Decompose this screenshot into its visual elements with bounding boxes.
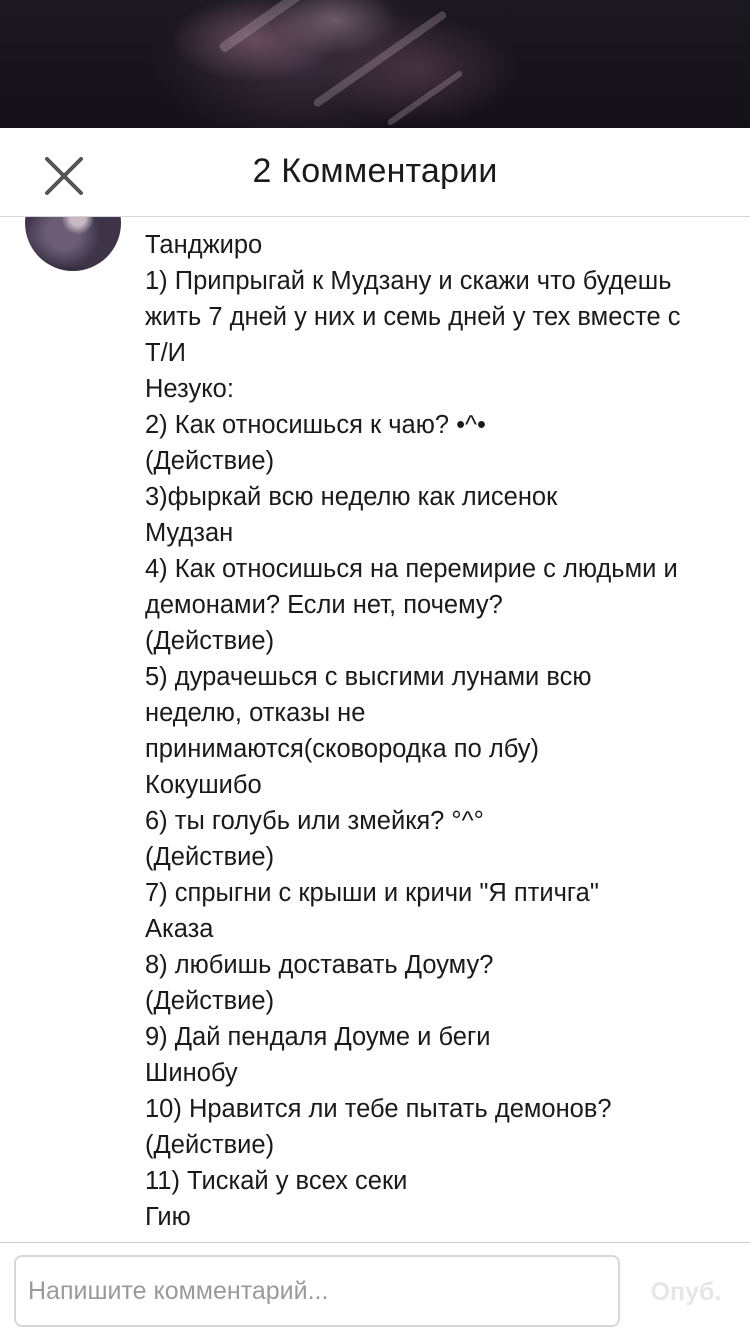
comment-list[interactable] bbox=[0, 217, 750, 1242]
avatar[interactable] bbox=[25, 217, 121, 271]
page-title: 2 Комментарии bbox=[252, 152, 498, 190]
comment-line: (Действие) bbox=[145, 447, 275, 475]
comment-composer bbox=[0, 1242, 750, 1334]
comment-line: Аказа bbox=[145, 915, 214, 943]
comment-line: 6) ты голубь или змейкя? °^° bbox=[145, 807, 484, 835]
comment-line: Кокушибо bbox=[145, 771, 262, 799]
comment-line: жить 7 дней у них и семь дней у тех вместе с bbox=[145, 303, 681, 331]
comment-line: 10) Нравится ли тебе пытать демонов? bbox=[145, 1095, 612, 1123]
comment-line: неделю, отказы не bbox=[145, 699, 366, 727]
comment-line: Гию bbox=[145, 1203, 191, 1231]
comment-body bbox=[145, 227, 735, 1235]
comment-line: Шинобу bbox=[145, 1059, 238, 1087]
comment-line: принимаются(сковородка по лбу) bbox=[145, 735, 540, 763]
comment-line: (Действие) bbox=[145, 987, 275, 1015]
comment-line: демонами? Если нет, почему? bbox=[145, 591, 503, 619]
post-cover-image bbox=[0, 0, 750, 128]
comment-line: Танджиро bbox=[145, 231, 263, 259]
comment-line: (Действие) bbox=[145, 843, 275, 871]
comment-line: (Действие) bbox=[145, 1131, 275, 1159]
comments-sheet bbox=[0, 128, 750, 1334]
comment-line: 1) Припрыгай к Мудзану и скажи что будешь bbox=[145, 267, 672, 295]
comment-line: 4) Как относишься на перемирие с людьми и bbox=[145, 555, 678, 583]
comments-header bbox=[0, 128, 750, 217]
comment-line: Незуко: bbox=[145, 375, 234, 403]
comment-line: 5) дурачешься с высгими лунами всю bbox=[145, 663, 592, 691]
comment-line: 2) Как относишься к чаю? •^• bbox=[145, 411, 486, 439]
publish-button[interactable]: Опуб. bbox=[636, 1267, 736, 1315]
comment-line: 9) Дай пендаля Доуме и беги bbox=[145, 1023, 491, 1051]
comment-line: 3)фыркай всю неделю как лисенок bbox=[145, 483, 558, 511]
comment-line: 7) спрыгни с крыши и кричи "Я птичга" bbox=[145, 879, 599, 907]
comment-line: Мудзан bbox=[145, 519, 234, 547]
comment-line: 11) Тискай у всех секи bbox=[145, 1167, 408, 1195]
comment-line: Т/И bbox=[145, 339, 186, 367]
comment-line: 8) любишь доставать Доуму? bbox=[145, 951, 494, 979]
comment-line: (Действие) bbox=[145, 627, 275, 655]
comment-input[interactable] bbox=[14, 1255, 620, 1327]
